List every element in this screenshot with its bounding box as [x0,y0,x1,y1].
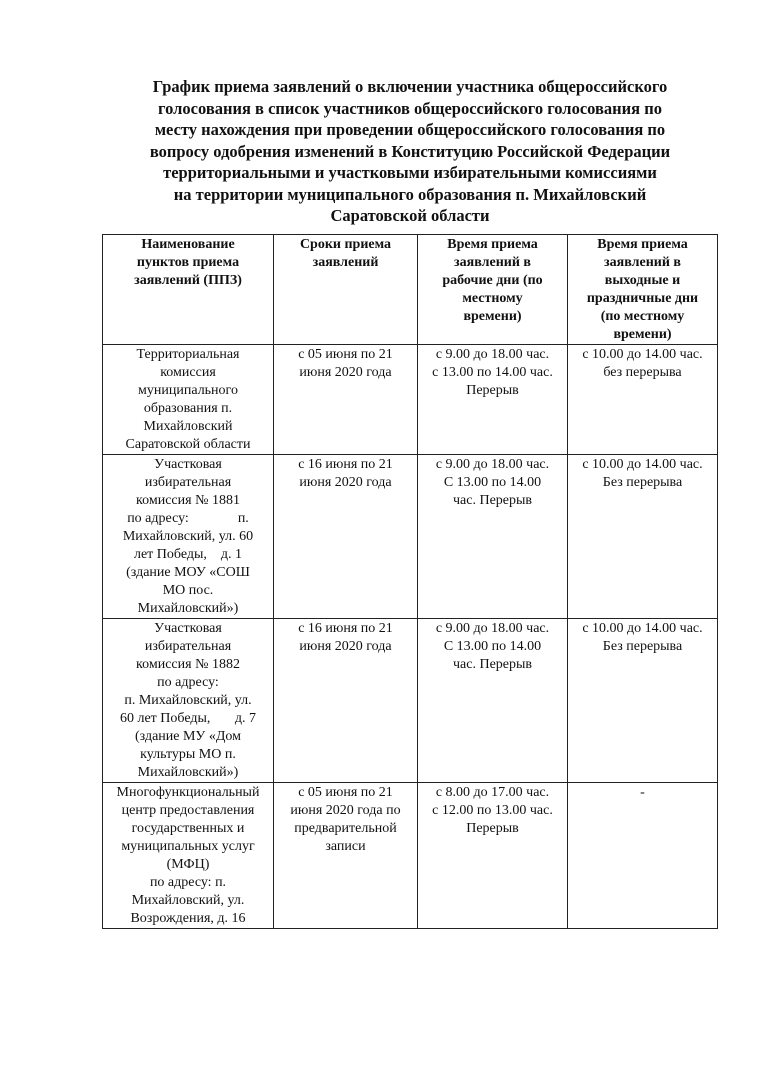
header-line: заявлений (ППЗ) [134,273,242,288]
cell-line: без перерыва [603,365,682,380]
cell-line: государственных и [131,821,245,836]
cell-line: июня 2020 года по [290,803,401,818]
cell-line: С 13.00 по 14.00 [443,639,542,654]
cell-period [274,455,418,619]
cell-line: с 9.00 до 18.00 час. [435,621,550,636]
title-line: месту нахождения при проведении общероссийского голосования по [154,120,666,139]
cell-line: час. Перерыв [452,493,533,508]
cell-point [103,783,274,929]
cell-line: с 9.00 до 18.00 час. [435,457,550,472]
cell-line: с 10.00 до 14.00 час. [582,621,703,636]
header-period [274,235,418,345]
table-header-row [103,235,718,345]
cell-workdays [418,455,568,619]
cell-workdays [418,619,568,783]
header-line: заявлений в [604,255,681,270]
schedule-table [102,234,718,929]
title-line: голосования в список участников общероссийского голосования по [158,98,662,118]
cell-line: июня 2020 года [299,639,392,654]
cell-line: Многофункциональный [116,785,260,800]
cell-line: Михайловский, ул. [131,893,245,908]
cell-workdays [418,345,568,455]
cell-line: 60 лет Победы, д. 7 [119,711,257,726]
header-line: заявлений в [454,255,531,270]
header-line: Наименование [141,237,235,252]
cell-line: июня 2020 года [299,475,392,490]
cell-line: Возрождения, д. 16 [130,911,246,926]
table-row [103,783,718,929]
cell-line: час. Перерыв [452,657,533,672]
cell-weekends [568,619,718,783]
cell-line: Михайловский») [137,601,239,616]
cell-weekends [568,455,718,619]
header-line: местному [462,291,523,306]
header-weekends [568,235,718,345]
header-line: выходные и [604,273,681,288]
cell-line: комиссия № 1881 [136,493,240,508]
cell-line: культуры МО п. [140,747,236,762]
cell-line: с 10.00 до 14.00 час. [582,457,703,472]
cell-line: с 10.00 до 14.00 час. [582,347,703,362]
cell-line: центр предоставления [121,803,255,818]
header-line: Время приема [447,237,538,252]
cell-line: Участковая [154,457,222,472]
cell-line: образования п. [143,401,233,416]
cell-line: п. Михайловский, ул. [124,693,252,708]
cell-line: предварительной [294,821,397,836]
table-row [103,455,718,619]
header-line: рабочие дни (по [442,273,543,288]
cell-line: Михайловский») [137,765,239,780]
cell-point [103,619,274,783]
cell-period [274,619,418,783]
cell-line: по адресу: п. [127,511,249,526]
cell-line: Без перерыва [602,639,683,654]
cell-line: записи [325,839,366,854]
header-line: Время приема [597,237,688,252]
cell-weekends [568,345,718,455]
cell-line: избирательная [144,475,232,490]
cell-line: муниципальных услуг [121,839,255,854]
cell-line: С 13.00 по 14.00 [443,475,542,490]
cell-line: - [640,785,645,800]
cell-line: (здание МУ «Дом [135,729,241,744]
cell-line: Саратовской области [125,437,251,452]
cell-line: июня 2020 года [299,365,392,380]
header-point [103,235,274,345]
cell-line: Михайловский [143,419,233,434]
header-line: Сроки приема [299,237,392,252]
title-line: на территории муниципального образования п. Михайловский [173,184,647,204]
title-line: территориальными и участковыми избирательными комиссиями [163,163,657,182]
cell-line: Перерыв [466,821,519,836]
cell-line: с 9.00 до 18.00 час. [435,347,550,362]
cell-line: Территориальная [136,347,240,362]
cell-line: с 05 июня по 21 [298,347,393,362]
cell-weekends [568,783,718,929]
title-line: График приема заявлений о включении участника общероссийского [152,77,668,96]
header-line: пунктов приема [136,255,240,270]
cell-line: с 13.00 по 14.00 час. [432,365,553,380]
cell-workdays [418,783,568,929]
cell-line: (здание МОУ «СОШ [126,565,250,580]
cell-period [274,783,418,929]
cell-line: комиссия [160,365,216,380]
cell-point [103,455,274,619]
document-title [100,76,720,227]
table-row [103,619,718,783]
title-line: вопросу одобрения изменений в Конституцию Российской Федерации [149,141,671,161]
cell-period [274,345,418,455]
cell-line: с 16 июня по 21 [298,457,393,472]
table-row [103,345,718,455]
header-line: (по местному [600,309,685,324]
cell-line: с 8.00 до 17.00 час. [435,785,550,800]
cell-line: Участковая [154,621,222,636]
cell-line: муниципального [138,383,238,398]
header-line: заявлений [312,255,379,270]
header-line: праздничные дни [586,291,699,306]
cell-line: по адресу: п. [149,875,227,890]
header-line: времени) [463,309,522,324]
cell-line: с 16 июня по 21 [298,621,393,636]
cell-line: Перерыв [466,383,519,398]
title-line: Саратовской области [330,206,490,225]
cell-line: комиссия № 1882 [136,657,240,672]
cell-point [103,345,274,455]
header-line: времени) [613,327,672,342]
cell-line: с 05 июня по 21 [298,785,393,800]
cell-line: Без перерыва [602,475,683,490]
header-workdays [418,235,568,345]
cell-line: МО пос. [162,583,214,598]
cell-line: по адресу: [157,675,219,690]
cell-line: (МФЦ) [166,857,210,872]
cell-line: лет Победы, д. 1 [133,547,243,562]
cell-line: избирательная [144,639,232,654]
cell-line: Михайловский, ул. 60 [122,529,254,544]
cell-line: с 12.00 по 13.00 час. [432,803,553,818]
